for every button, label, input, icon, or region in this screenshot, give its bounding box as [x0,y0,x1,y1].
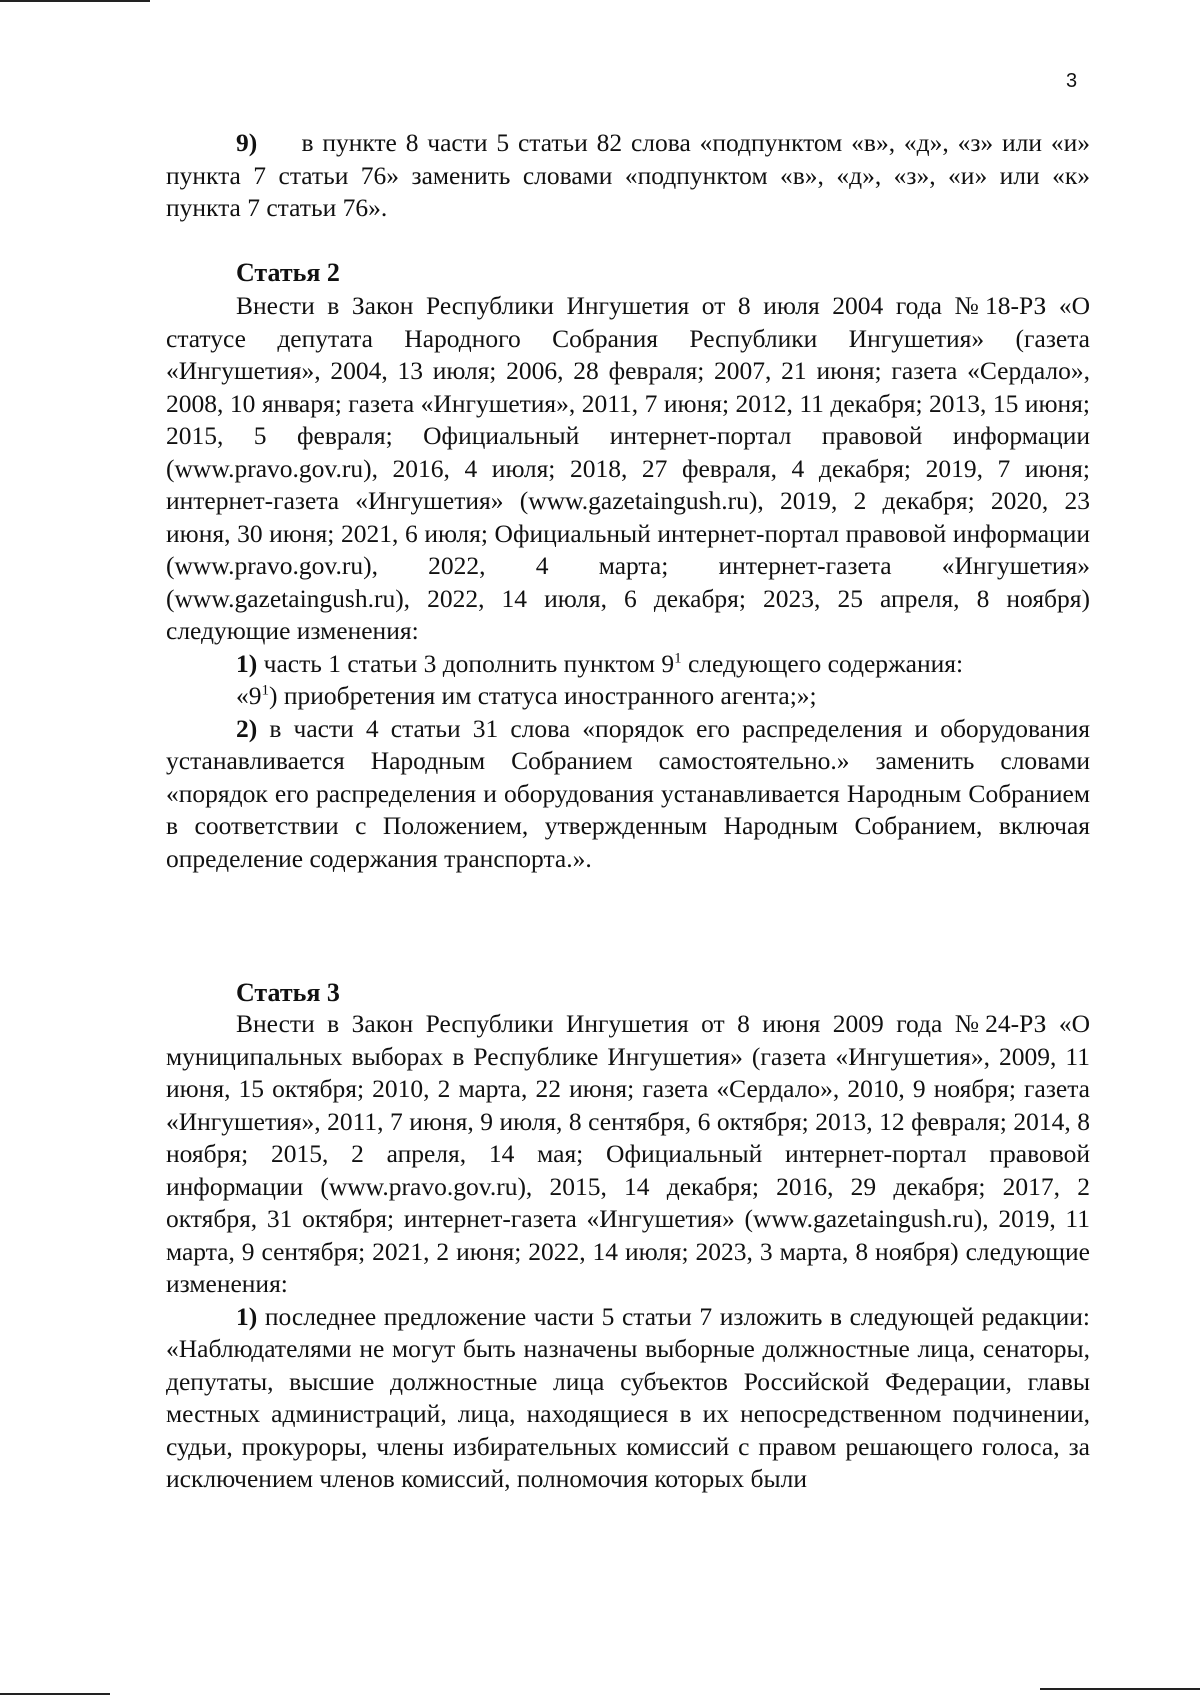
article-2-item-1: 1) часть 1 статьи 3 дополнить пунктом $9^1$ следующего содержания: [236,648,964,678]
article-2-intro: Внести в Закон Республики Ингушетия от 8 июля 2004 года №18-РЗ «О статусе депутата Народного Собрания Республики Ингушетия» (газета «Ингушетия», 2004, 13 июля; 2006, 28 февраля; 2007, 21 июня; газета «Сердало», 2008, 10 января; газета «Ингушетия», 2011, 7 июня; 2012, 11 декабря; 2013, 15 июня; 2015, 5 февраля; Официальный интернет-портал правовой информации (www.pravo.gov.ru), 2016, 4 июля; 2018, 27 февраля, 4 декабря; 2019, 7 июня; интернет-газета «Ингушетия» (www.gazetaingush.ru), 2019, 2 декабря; 2020, 23 июня, 30 июня; 2021, 6 июля; Официальный интернет-портал правовой информации (www.pravo.gov.ru), 2022, 4 марта; интернет-газета «Ингушетия» (www.gazetaingush.ru), 2022, 14 июля, 6 декабря; 2023, 25 апреля, 8 ноября) следующие изменения: [166,291,1090,645]
article-3-body [166,1008,1090,1496]
article-3-item-1: 1) последнее предложение части 5 статьи 7 изложить в следующей редакции: «Наблюдателями не могут быть назначены выборные должностные лица, сенаторы, депутаты, высшие должностные лица субъектов Российской Федерации, главы местных администраций, лица, находящиеся в их непосредственном подчинении, судьи, прокуроры, члены избирательных комиссий с правом решающего голоса, за исключением членов комиссий, полномочия которых были [166,1301,1091,1493]
article-2-heading: Статья 2 [236,258,340,287]
article-3-intro: Внести в Закон Республики Ингушетия от 8 июня 2009 года №24-РЗ «О муниципальных выборах в Республике Ингушетия» (газета «Ингушетия», 2009, 11 июня, 15 октября; 2010, 2 марта, 22 июня; газета «Сердало», 2010, 9 ноября; газета «Ингушетия», 2011, 7 июня, 9 июля, 8 сентября, 6 октября; 2013, 12 февраля; 2014, 8 ноября; 2015, 2 апреля, 14 мая; Официальный интернет-портал правовой информации (www.pravo.gov.ru), 2015, 14 декабря; 2016, 29 декабря; 2017, 2 октября, 31 октября; интернет-газета «Ингушетия» (www.gazetaingush.ru), 2019, 11 марта, 9 сентября; 2021, 2 июня; 2022, 14 июля; 2023, 3 марта, 8 ноября) следующие изменения: [166,1009,1090,1298]
article-2-item-2: 2) в части 4 статьи 31 слова «порядок его распределения и оборудования устанавливается Народным Собранием самостоятельно.» заменить словами «порядок его распределения и оборудования устанавливается Народным Собранием в соответствии с Положением, утвержденным Народным Собранием, включая определение содержания транспорта.». [166,713,1090,873]
article-2-item-1-quote: «$9^1$) приобретения им статуса иностранного агента;»; [236,681,817,710]
item-number: 9) [236,128,258,157]
article-2-body [166,290,1090,875]
scan-edge-top-left [0,0,150,2]
scan-edge-bottom-right [1040,1688,1200,1690]
item-9-paragraph [166,127,1090,225]
article-3-heading: Статья 3 [236,978,340,1007]
item-text: в пункте 8 части 5 статьи 82 слова «подпунктом «в», «д», «з» или «и» пункта 7 статьи 76» заменить словами «подпунктом «в», «д», «з», «и» или «к» пункта 7 статьи 76». [166,128,1091,222]
page-number: 3 [1066,70,1078,92]
scan-edge-bottom-left [0,1693,110,1695]
